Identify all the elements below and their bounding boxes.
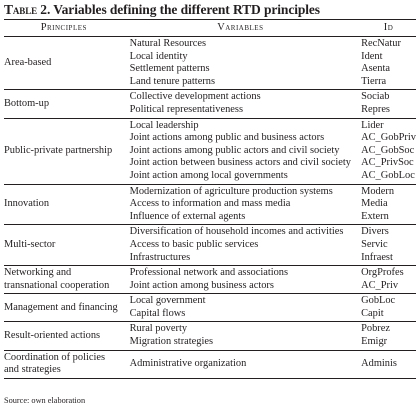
table-row [4, 90, 416, 118]
table-caption [4, 2, 320, 18]
variable-id: GobLoc [361, 295, 396, 307]
variable-id: AC_GobSoc [361, 144, 415, 156]
principle-name: Multi-sector [4, 238, 56, 250]
header-id: Id [357, 20, 416, 37]
principle-name: Result-oriented actions [4, 329, 101, 341]
id-cell [357, 225, 416, 266]
caption-title: Variables defining the different RTD principles [53, 2, 320, 17]
variables-table [4, 19, 416, 379]
principle-name: transnational cooperation [4, 279, 110, 291]
principle-cell [4, 37, 124, 90]
table-row [4, 225, 416, 266]
variable-id: AC_Priv [361, 279, 399, 291]
table-row [4, 37, 416, 90]
variable-id: Lider [361, 119, 384, 131]
variable-id: Tierra [361, 75, 387, 87]
variable-name: Professional network and associations [129, 267, 289, 279]
header-variables: Variables [124, 20, 358, 37]
variable-name: Access to basic public services [129, 238, 259, 250]
principle-cell [4, 266, 124, 294]
variable-id: AC_GobPriv [361, 132, 416, 144]
variable-name: Joint actions among public and business actors [129, 132, 325, 144]
variable-name: Joint actions among public actors and civil society [129, 144, 340, 156]
variables-cell [124, 294, 358, 322]
variable-id: AC_PrivSoc [361, 157, 414, 169]
principle-cell [4, 350, 124, 378]
variable-name: Joint action among local governments [129, 169, 288, 181]
caption-label: Table 2. [4, 2, 51, 17]
id-cell [357, 322, 416, 350]
variable-id: Extern [361, 210, 389, 222]
variables-cell [124, 118, 358, 184]
table-body [4, 37, 416, 379]
id-cell [357, 294, 416, 322]
id-cell [357, 350, 416, 378]
table-row [4, 118, 416, 184]
variable-id: Emigr [361, 336, 388, 348]
table-header-row [4, 20, 416, 37]
variable-name: Joint action between business actors and civil society [129, 157, 351, 169]
variable-name: Local government [129, 295, 206, 307]
variables-cell [124, 90, 358, 118]
id-cell [357, 37, 416, 90]
principle-name: and strategies [4, 364, 61, 376]
id-cell [357, 90, 416, 118]
table-row [4, 322, 416, 350]
variable-name: Settlement patterns [129, 63, 210, 75]
variables-cell [124, 266, 358, 294]
principle-cell [4, 184, 124, 225]
variable-id: Repres [361, 103, 390, 115]
variable-name: Influence of external agents [129, 210, 246, 222]
principle-name: Public-private partnership [4, 144, 113, 156]
principle-name: Networking and [4, 267, 72, 279]
variable-id: OrgProfes [361, 267, 404, 279]
variable-id: Servic [361, 238, 388, 250]
principle-cell [4, 225, 124, 266]
table-row [4, 266, 416, 294]
variable-name: Modernization of agriculture production systems [129, 185, 333, 197]
variable-name: Natural Resources [129, 38, 207, 49]
variables-cell [124, 322, 358, 350]
variable-name: Administrative organization [129, 357, 247, 369]
principle-cell [4, 294, 124, 322]
variable-name: Joint action among business actors [129, 279, 274, 291]
variable-id: Adminis [361, 357, 397, 369]
variable-name: Access to information and mass media [129, 198, 291, 210]
variable-id: Sociab [361, 91, 390, 103]
variable-name: Local identity [129, 50, 188, 62]
variable-name: Collective development actions [129, 91, 261, 103]
variable-name: Political representativeness [129, 103, 244, 115]
id-cell [357, 118, 416, 184]
variable-id: RecNatur [361, 38, 401, 49]
variables-cell [124, 225, 358, 266]
variable-id: Capit [361, 307, 384, 319]
variable-name: Land tenure patterns [129, 75, 216, 87]
id-cell [357, 266, 416, 294]
variable-name: Capital flows [129, 307, 186, 319]
variable-id: Pobrez [361, 323, 390, 335]
variable-id: Modern [361, 185, 395, 197]
variable-id: AC_GobLoc [361, 169, 415, 181]
variable-id: Ident [361, 50, 383, 62]
principle-cell [4, 322, 124, 350]
variables-cell [124, 350, 358, 378]
table-row [4, 294, 416, 322]
table-row [4, 184, 416, 225]
variable-name: Migration strategies [129, 336, 214, 348]
variables-cell [124, 184, 358, 225]
principle-name: Area-based [4, 56, 52, 68]
variable-name: Infrastructures [129, 251, 191, 263]
header-principles: Principles [4, 20, 124, 37]
variables-cell [124, 37, 358, 90]
variable-name: Diversification of household incomes and activities [129, 226, 344, 238]
variable-name: Local leadership [129, 119, 199, 131]
principle-cell [4, 118, 124, 184]
variable-id: Infraest [361, 251, 393, 263]
principle-name: Bottom-up [4, 97, 50, 109]
variable-id: Asenta [361, 63, 390, 75]
variable-id: Media [361, 198, 388, 210]
variable-id: Divers [361, 226, 389, 238]
variable-name: Rural poverty [129, 323, 188, 335]
principle-name: Innovation [4, 198, 50, 210]
principle-cell [4, 90, 124, 118]
principle-name: Management and financing [4, 301, 118, 313]
table-row [4, 350, 416, 378]
principle-name: Coordination of policies [4, 351, 106, 363]
id-cell [357, 184, 416, 225]
source-note: Source: own elaboration [4, 396, 86, 405]
